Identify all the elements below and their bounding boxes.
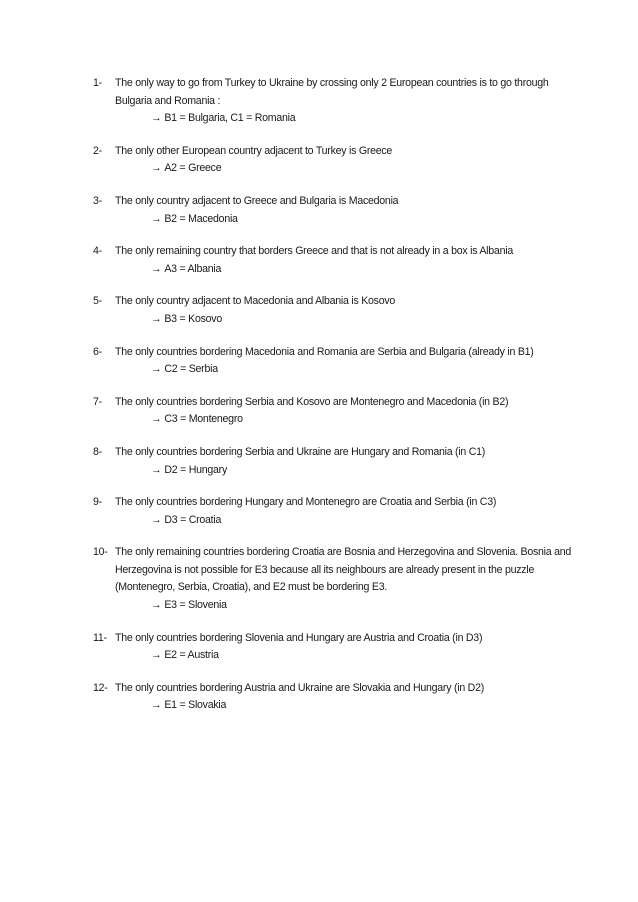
arrow-right-icon: → xyxy=(151,312,162,325)
step-answer-text: A2 = Greece xyxy=(164,162,222,175)
step-answer xyxy=(115,697,588,715)
arrow-right-icon: → xyxy=(151,413,162,426)
step-number: 3- xyxy=(93,194,102,207)
arrow-right-icon: → xyxy=(151,162,162,175)
step-number: 5- xyxy=(93,295,102,308)
step-answer xyxy=(115,512,588,530)
solution-list xyxy=(0,75,638,715)
step-answer-text: E3 = Slovenia xyxy=(164,599,227,612)
arrow-right-icon: → xyxy=(151,513,162,526)
arrow-right-icon: → xyxy=(151,649,162,662)
step-text: The only countries bordering Serbia and Kosovo are Montenegro and Macedonia (in B2) xyxy=(115,395,509,408)
step-answer-text: D3 = Croatia xyxy=(164,513,222,526)
step-text: The only country adjacent to Macedonia and Albania is Kosovo xyxy=(115,295,396,308)
step-text: The only other European country adjacent to Turkey is Greece xyxy=(115,144,393,157)
arrow-right-icon: → xyxy=(151,212,162,225)
solution-step xyxy=(0,494,638,529)
solution-step xyxy=(0,75,638,128)
step-number: 1- xyxy=(93,77,102,89)
step-number: 10- xyxy=(93,546,108,559)
solution-step xyxy=(0,544,638,614)
step-text: The only country adjacent to Greece and Bulgaria is Macedonia xyxy=(115,194,399,207)
solution-step xyxy=(0,630,638,665)
step-answer xyxy=(115,261,588,279)
step-number: 7- xyxy=(93,395,102,408)
arrow-right-icon: → xyxy=(151,262,162,275)
step-answer xyxy=(115,311,588,329)
solution-step xyxy=(0,143,638,178)
solution-step xyxy=(0,293,638,328)
step-answer-text: D2 = Hungary xyxy=(164,463,228,476)
solution-step xyxy=(0,444,638,479)
step-answer-text: C3 = Montenegro xyxy=(164,413,243,426)
solution-step xyxy=(0,680,638,715)
step-answer-text: E1 = Slovakia xyxy=(164,699,227,712)
step-answer-text: E2 = Austria xyxy=(164,649,219,662)
step-number: 8- xyxy=(93,445,102,458)
arrow-right-icon: → xyxy=(151,699,162,712)
step-answer xyxy=(115,411,588,429)
step-number: 6- xyxy=(93,345,102,358)
step-answer-text: C2 = Serbia xyxy=(164,363,218,376)
step-number: 9- xyxy=(93,496,102,509)
arrow-right-icon: → xyxy=(151,363,162,376)
arrow-right-icon: → xyxy=(151,463,162,476)
step-answer xyxy=(115,361,588,379)
step-number: 11- xyxy=(93,631,107,644)
solution-step xyxy=(0,344,638,379)
step-answer xyxy=(115,597,588,615)
arrow-right-icon: → xyxy=(151,112,162,125)
step-number: 12- xyxy=(93,681,108,694)
step-text: The only countries bordering Serbia and Ukraine are Hungary and Romania (in C1) xyxy=(115,445,486,458)
step-number: 2- xyxy=(93,144,102,157)
solution-step xyxy=(0,394,638,429)
step-text: The only countries bordering Hungary and Montenegro are Croatia and Serbia (in C3) xyxy=(115,496,497,509)
arrow-right-icon: → xyxy=(151,599,162,612)
step-answer-text: B3 = Kosovo xyxy=(164,312,222,325)
solution-step xyxy=(0,243,638,278)
step-text: The only countries bordering Austria and Ukraine are Slovakia and Hungary (in D2) xyxy=(115,681,484,694)
step-number: 4- xyxy=(93,245,102,258)
step-text: The only remaining country that borders Greece and that is not already in a box is Albania xyxy=(115,245,513,258)
step-text: The only countries bordering Macedonia and Romania are Serbia and Bulgaria (already in B1) xyxy=(115,345,534,358)
step-answer xyxy=(115,110,588,128)
solution-step xyxy=(0,193,638,228)
step-answer xyxy=(115,211,588,229)
step-text: The only remaining countries bordering Croatia are Bosnia and Herzegovina and Slovenia. Bosnia and Herzegovina is not possible for E3 because all its neighbours are already present in the puzzle (Montenegro, Serbia, Croatia), and E2 must be bordering E3. xyxy=(115,546,572,594)
step-answer-text: B1 = Bulgaria, C1 = Romania xyxy=(164,112,296,125)
step-answer xyxy=(115,462,588,480)
step-answer-text: A3 = Albania xyxy=(164,262,222,275)
step-text: The only countries bordering Slovenia and Hungary are Austria and Croatia (in D3) xyxy=(115,631,483,644)
step-text: The only way to go from Turkey to Ukraine by crossing only 2 European countries is to go through Bulgaria and Romania : xyxy=(115,77,549,107)
step-answer-text: B2 = Macedonia xyxy=(164,212,238,225)
step-answer xyxy=(115,647,588,665)
step-answer xyxy=(115,160,588,178)
